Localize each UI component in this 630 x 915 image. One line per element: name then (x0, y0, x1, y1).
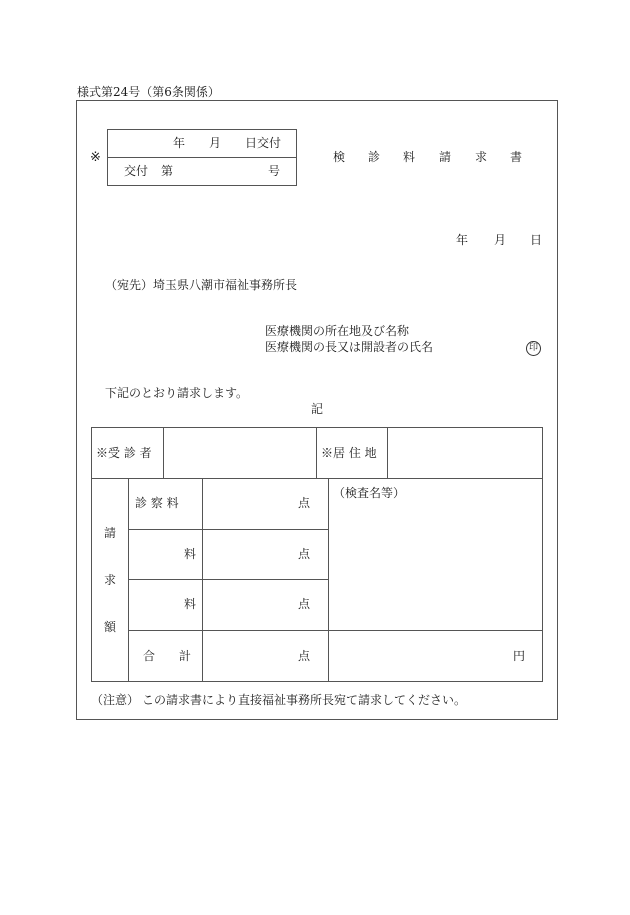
title-char: 診 (368, 150, 381, 164)
table-row-divider (128, 579, 328, 580)
title-char: 請 (439, 150, 452, 164)
table-row-divider (91, 478, 543, 479)
date-month-label: 月 (494, 233, 507, 247)
date-year-label: 年 (456, 233, 469, 247)
table-row-divider (128, 630, 543, 631)
institution-address-name: 医療機関の所在地及び名称 (265, 324, 410, 338)
fee-label: 診 察 料 (135, 496, 179, 510)
issue-dai-label: 第 (161, 164, 174, 178)
title-char: 料 (403, 150, 416, 164)
table-row-divider (128, 529, 328, 530)
issue-year-label: 年 (173, 136, 186, 150)
fee-label: 料 (184, 597, 197, 611)
title-char: 求 (475, 150, 488, 164)
claim-table (91, 427, 543, 682)
title-char: 検 (333, 150, 346, 164)
institution-head-name: 医療機関の長又は開設者の氏名 (265, 340, 434, 354)
table-col-divider (387, 427, 388, 478)
table-col-divider (202, 478, 203, 682)
total-label: 合 計 (143, 649, 192, 663)
issue-day-label: 日交付 (245, 136, 282, 150)
claim-label-char: 求 (104, 573, 117, 587)
note-label: （注意） (91, 693, 140, 707)
fee-unit: 点 (298, 597, 311, 611)
fee-label: 料 (184, 547, 197, 561)
claim-label-char: 額 (104, 620, 117, 634)
issue-number-suffix: 号 (268, 164, 281, 178)
issue-month-label: 月 (209, 136, 222, 150)
form-number: 様式第24号（第6条関係） (77, 85, 220, 99)
patient-label: ※受 診 者 (96, 446, 152, 460)
table-col-divider (316, 427, 317, 478)
table-col-divider (128, 478, 129, 682)
total-unit: 点 (298, 649, 311, 663)
fee-unit: 点 (298, 496, 311, 510)
issue-mark: ※ (90, 150, 101, 165)
yen-label: 円 (513, 649, 526, 663)
note-text: この請求書により直接福祉事務所長宛て請求してください。 (142, 693, 467, 707)
addressee: （宛先）埼玉県八潮市福祉事務所長 (105, 278, 298, 292)
issue-box-divider (107, 157, 297, 158)
ki-label: 記 (311, 402, 324, 416)
table-col-divider (163, 427, 164, 478)
residence-label: ※居 住 地 (321, 446, 377, 460)
request-text: 下記のとおり請求します。 (105, 386, 249, 400)
table-col-divider (328, 478, 329, 682)
date-day-label: 日 (530, 233, 543, 247)
fee-unit: 点 (298, 547, 311, 561)
seal-mark: 印 (526, 341, 541, 356)
title-char: 書 (510, 150, 523, 164)
issue-label: 交付 (124, 164, 149, 178)
claim-label-char: 請 (104, 526, 117, 540)
exam-name-label: （検査名等） (333, 486, 406, 500)
